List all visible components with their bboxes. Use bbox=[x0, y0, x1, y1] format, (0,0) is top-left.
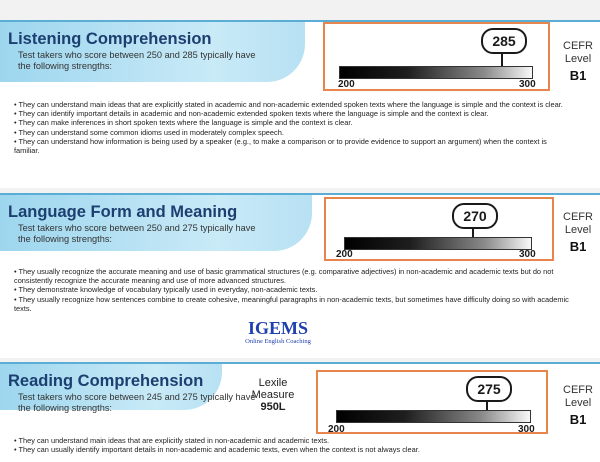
strengths-list bbox=[14, 267, 574, 313]
score-scale-bar bbox=[344, 237, 532, 250]
section-header bbox=[0, 195, 312, 251]
section-title: Language Form and Meaning bbox=[8, 203, 238, 221]
watermark-name: IGEMS bbox=[247, 318, 308, 338]
score-pointer bbox=[486, 402, 488, 410]
list-item: • They usually recognize the accurate meaning and use of basic grammatical structures (e.g. comparative adjectives) in non-academic and academic texts but do not consistently recognize the accurate meaning and use of more advanced structures. bbox=[14, 267, 554, 286]
section-listening bbox=[0, 20, 600, 188]
score-scale-bar bbox=[339, 66, 533, 79]
score-bubble: 275 bbox=[466, 376, 512, 402]
list-item: • They can usually identify important details in non-academic and academic texts, even when the context is not always clear. bbox=[14, 445, 420, 455]
list-item: • They can understand main ideas that are explicitly stated in academic and non-academic extended spoken texts where the language is simple and the context is clear. bbox=[14, 100, 563, 109]
section-title: Reading Comprehension bbox=[8, 372, 204, 390]
lexile-label: Lexile bbox=[258, 377, 288, 389]
cefr-label: CEFR bbox=[563, 211, 593, 223]
section-subtitle: Test takers who score between 250 and 285 typically have the following strengths: bbox=[18, 50, 256, 71]
section-subtitle: Test takers who score between 250 and 275 typically have the following strengths: bbox=[18, 223, 256, 244]
watermark-tagline: Online English Coaching bbox=[245, 338, 311, 345]
scale-max-label: 300 bbox=[519, 249, 536, 260]
scale-max-label: 300 bbox=[519, 79, 536, 90]
strengths-list bbox=[14, 100, 574, 155]
cefr-label: CEFR bbox=[563, 40, 593, 52]
list-item: • They can make inferences in short spoken texts where the language is simple and the context is clear. bbox=[14, 118, 353, 128]
scale-min-label: 200 bbox=[338, 79, 355, 90]
section-header bbox=[0, 22, 305, 82]
score-scale-bar bbox=[336, 410, 531, 423]
list-item: • They demonstrate knowledge of vocabulary typically used in everyday, non-academic texts. bbox=[14, 285, 318, 295]
scale-max-label: 300 bbox=[518, 424, 535, 435]
level-label: Level bbox=[564, 224, 592, 236]
list-item: • They can understand some common idioms used in moderately complex speech. bbox=[14, 127, 284, 137]
score-box bbox=[316, 370, 548, 434]
list-item: • They can identify important details in academic and non-academic extended spoken texts where the language is simple and the context is clear. bbox=[14, 109, 489, 119]
cefr-level-value: B1 bbox=[569, 68, 587, 83]
cefr-level-block bbox=[558, 211, 598, 253]
cefr-level-block bbox=[558, 384, 598, 426]
measure-label: Measure bbox=[251, 389, 295, 401]
level-label: Level bbox=[564, 397, 592, 409]
scale-min-label: 200 bbox=[328, 424, 345, 435]
cefr-level-value: B1 bbox=[569, 239, 587, 254]
score-bubble: 270 bbox=[452, 203, 498, 229]
cefr-level-value: B1 bbox=[569, 412, 587, 427]
section-reading bbox=[0, 362, 600, 462]
score-box bbox=[323, 22, 550, 91]
list-item: • They can understand how information is being used by a speaker (e.g., to make a comparison or to provide evidence to support an argument) when the context is familiar. bbox=[14, 136, 547, 156]
score-pointer bbox=[472, 229, 474, 237]
section-subtitle: Test takers who score between 245 and 275 typically have the following strengths: bbox=[18, 392, 256, 413]
lexile-value: 950L bbox=[260, 401, 286, 413]
score-bubble: 285 bbox=[481, 28, 527, 54]
score-pointer bbox=[501, 54, 503, 66]
cefr-label: CEFR bbox=[563, 384, 593, 396]
lexile-measure bbox=[238, 377, 308, 413]
score-box bbox=[324, 197, 554, 261]
list-item: • They can understand main ideas that are explicitly stated in non-academic and academic texts. bbox=[14, 436, 330, 445]
level-label: Level bbox=[564, 53, 592, 65]
strengths-list bbox=[14, 436, 574, 454]
cefr-level-block bbox=[558, 40, 598, 82]
igems-watermark bbox=[228, 318, 328, 346]
section-header bbox=[0, 364, 256, 413]
section-title: Listening Comprehension bbox=[8, 30, 212, 48]
scale-min-label: 200 bbox=[336, 249, 353, 260]
list-item: • They usually recognize how sentences combine to create cohesive, meaningful paragraphs in non-academic texts, but sometimes have difficulty doing so with academic texts. bbox=[14, 294, 569, 313]
